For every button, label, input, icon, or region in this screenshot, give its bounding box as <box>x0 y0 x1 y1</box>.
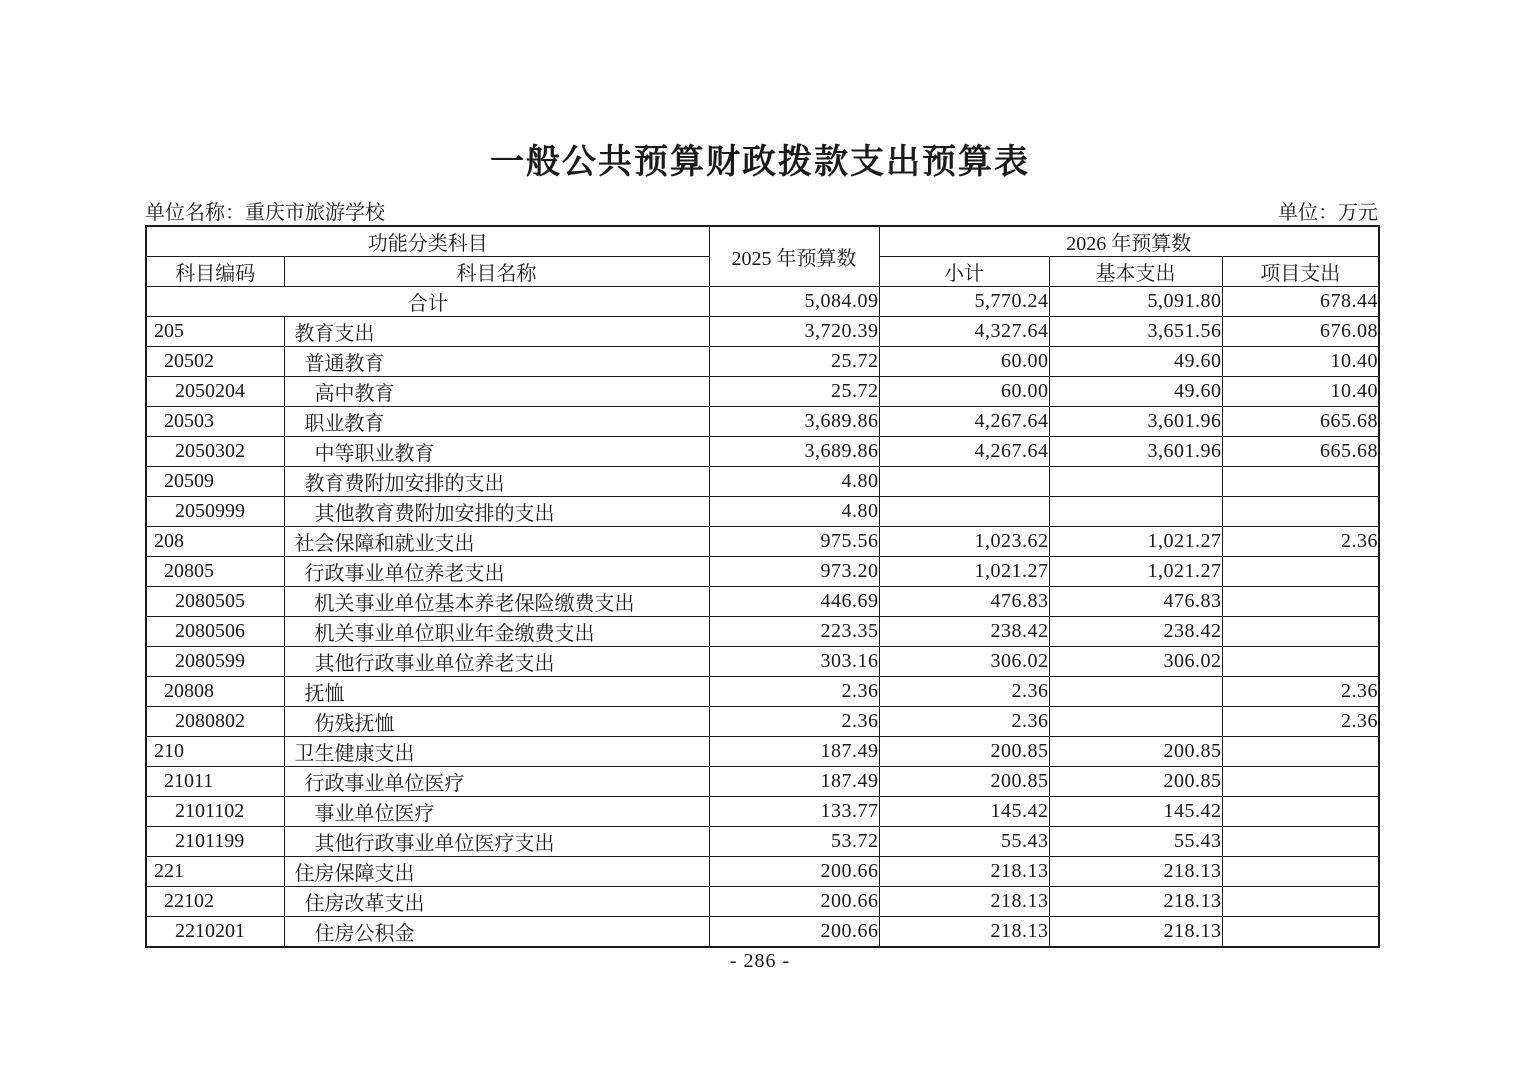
project-2026-cell <box>1222 617 1379 647</box>
project-2026-cell <box>1222 587 1379 617</box>
subtotal-2026-cell: 2.36 <box>879 707 1049 737</box>
unit-name-label: 单位名称： <box>145 202 245 224</box>
basic-2026-cell: 1,021.27 <box>1049 557 1222 587</box>
subject-code-cell: 2210201 <box>146 917 284 948</box>
subtotal-2026-cell <box>879 467 1049 497</box>
subject-code-cell: 2080802 <box>146 707 284 737</box>
project-2026-cell <box>1222 797 1379 827</box>
basic-2026-cell: 3,601.96 <box>1049 437 1222 467</box>
subtotal-2026-cell: 1,021.27 <box>879 557 1049 587</box>
header-subject-code: 科目编码 <box>146 257 284 287</box>
subject-name-cell: 普通教育 <box>284 347 709 377</box>
subject-name-cell: 住房公积金 <box>284 917 709 948</box>
basic-2026-cell: 306.02 <box>1049 647 1222 677</box>
subtotal-2026-cell: 218.13 <box>879 917 1049 948</box>
table-row <box>146 647 1379 677</box>
project-2026-cell <box>1222 887 1379 917</box>
total-subtotal: 5,770.24 <box>879 287 1049 317</box>
budget-2025-cell: 187.49 <box>709 737 879 767</box>
project-2026-cell: 2.36 <box>1222 527 1379 557</box>
subject-code-cell: 20808 <box>146 677 284 707</box>
subtotal-2026-cell: 476.83 <box>879 587 1049 617</box>
table-row <box>146 467 1379 497</box>
header-basic-expenditure: 基本支出 <box>1049 257 1222 287</box>
budget-2025-cell: 200.66 <box>709 857 879 887</box>
project-2026-cell: 10.40 <box>1222 347 1379 377</box>
budget-2025-cell: 25.72 <box>709 347 879 377</box>
subject-name-cell: 其他教育费附加安排的支出 <box>284 497 709 527</box>
project-2026-cell <box>1222 497 1379 527</box>
table-row <box>146 587 1379 617</box>
subject-code-cell: 20509 <box>146 467 284 497</box>
budget-2025-cell: 3,689.86 <box>709 437 879 467</box>
project-2026-cell: 10.40 <box>1222 377 1379 407</box>
subtotal-2026-cell: 60.00 <box>879 347 1049 377</box>
budget-2025-cell: 973.20 <box>709 557 879 587</box>
budget-2025-cell: 223.35 <box>709 617 879 647</box>
basic-2026-cell: 200.85 <box>1049 737 1222 767</box>
budget-2025-cell: 187.49 <box>709 767 879 797</box>
subject-name-cell: 卫生健康支出 <box>284 737 709 767</box>
project-2026-cell <box>1222 737 1379 767</box>
unit-name <box>145 196 385 225</box>
subtotal-2026-cell: 55.43 <box>879 827 1049 857</box>
basic-2026-cell <box>1049 467 1222 497</box>
table-row <box>146 917 1379 948</box>
table-row <box>146 767 1379 797</box>
subtotal-2026-cell: 4,327.64 <box>879 317 1049 347</box>
header-subtotal: 小计 <box>879 257 1049 287</box>
table-row <box>146 557 1379 587</box>
budget-2025-cell: 4.80 <box>709 467 879 497</box>
subject-code-cell: 2080599 <box>146 647 284 677</box>
basic-2026-cell <box>1049 707 1222 737</box>
budget-2025-cell: 4.80 <box>709 497 879 527</box>
subject-name-cell: 其他行政事业单位医疗支出 <box>284 827 709 857</box>
subject-name-cell: 机关事业单位基本养老保险缴费支出 <box>284 587 709 617</box>
table-row <box>146 347 1379 377</box>
basic-2026-cell: 218.13 <box>1049 887 1222 917</box>
basic-2026-cell: 145.42 <box>1049 797 1222 827</box>
project-2026-cell <box>1222 827 1379 857</box>
subject-code-cell: 2050999 <box>146 497 284 527</box>
subject-code-cell: 2101102 <box>146 797 284 827</box>
basic-2026-cell: 3,651.56 <box>1049 317 1222 347</box>
budget-2025-cell: 446.69 <box>709 587 879 617</box>
project-2026-cell: 2.36 <box>1222 707 1379 737</box>
table-row <box>146 677 1379 707</box>
project-2026-cell <box>1222 467 1379 497</box>
header-subject-name: 科目名称 <box>284 257 709 287</box>
header-project-expenditure: 项目支出 <box>1222 257 1379 287</box>
table-row <box>146 707 1379 737</box>
table-row <box>146 497 1379 527</box>
unit-of-measure: 单位：万元 <box>1278 202 1378 224</box>
meta-line <box>145 196 1378 225</box>
project-2026-cell <box>1222 917 1379 948</box>
budget-2025-cell: 25.72 <box>709 377 879 407</box>
header-func-class: 功能分类科目 <box>146 226 709 257</box>
basic-2026-cell: 49.60 <box>1049 377 1222 407</box>
project-2026-cell: 665.68 <box>1222 437 1379 467</box>
basic-2026-cell: 218.13 <box>1049 917 1222 948</box>
header-budget-2025: 2025 年预算数 <box>709 226 879 287</box>
budget-2025-cell: 200.66 <box>709 917 879 948</box>
subject-name-cell: 中等职业教育 <box>284 437 709 467</box>
subject-code-cell: 20502 <box>146 347 284 377</box>
project-2026-cell: 676.08 <box>1222 317 1379 347</box>
subject-name-cell: 高中教育 <box>284 377 709 407</box>
subject-name-cell: 机关事业单位职业年金缴费支出 <box>284 617 709 647</box>
table-row <box>146 827 1379 857</box>
total-2025: 5,084.09 <box>709 287 879 317</box>
table-row <box>146 737 1379 767</box>
project-2026-cell <box>1222 767 1379 797</box>
subtotal-2026-cell: 238.42 <box>879 617 1049 647</box>
subtotal-2026-cell: 306.02 <box>879 647 1049 677</box>
basic-2026-cell: 49.60 <box>1049 347 1222 377</box>
budget-2025-cell: 53.72 <box>709 827 879 857</box>
table-row <box>146 527 1379 557</box>
basic-2026-cell <box>1049 497 1222 527</box>
basic-2026-cell: 3,601.96 <box>1049 407 1222 437</box>
subtotal-2026-cell: 145.42 <box>879 797 1049 827</box>
subject-code-cell: 20805 <box>146 557 284 587</box>
subject-code-cell: 2050302 <box>146 437 284 467</box>
budget-2025-cell: 2.36 <box>709 677 879 707</box>
subject-code-cell: 2050204 <box>146 377 284 407</box>
budget-2025-cell: 133.77 <box>709 797 879 827</box>
subject-code-cell: 2080506 <box>146 617 284 647</box>
subject-name-cell: 住房保障支出 <box>284 857 709 887</box>
subject-name-cell: 社会保障和就业支出 <box>284 527 709 557</box>
header-row-1 <box>146 226 1379 257</box>
project-2026-cell <box>1222 857 1379 887</box>
subject-name-cell: 事业单位医疗 <box>284 797 709 827</box>
subject-name-cell: 抚恤 <box>284 677 709 707</box>
budget-table <box>145 225 1380 948</box>
subtotal-2026-cell: 200.85 <box>879 767 1049 797</box>
total-row <box>146 287 1379 317</box>
table-row <box>146 857 1379 887</box>
subject-code-cell: 210 <box>146 737 284 767</box>
table-row <box>146 797 1379 827</box>
table-row <box>146 407 1379 437</box>
subject-name-cell: 行政事业单位养老支出 <box>284 557 709 587</box>
budget-2025-cell: 200.66 <box>709 887 879 917</box>
subject-code-cell: 22102 <box>146 887 284 917</box>
table-row <box>146 317 1379 347</box>
subject-name-cell: 教育支出 <box>284 317 709 347</box>
table-row <box>146 437 1379 467</box>
header-budget-2026: 2026 年预算数 <box>879 226 1379 257</box>
basic-2026-cell: 1,021.27 <box>1049 527 1222 557</box>
subject-name-cell: 职业教育 <box>284 407 709 437</box>
budget-2025-cell: 3,689.86 <box>709 407 879 437</box>
subtotal-2026-cell: 4,267.64 <box>879 437 1049 467</box>
total-project: 678.44 <box>1222 287 1379 317</box>
page-number: - 286 - <box>729 950 791 972</box>
page-title: 一般公共预算财政拨款支出预算表 <box>490 144 1030 181</box>
subject-code-cell: 205 <box>146 317 284 347</box>
subject-code-cell: 2101199 <box>146 827 284 857</box>
subtotal-2026-cell: 4,267.64 <box>879 407 1049 437</box>
subject-code-cell: 20503 <box>146 407 284 437</box>
total-label: 合计 <box>146 287 709 317</box>
subject-name-cell: 教育费附加安排的支出 <box>284 467 709 497</box>
total-basic: 5,091.80 <box>1049 287 1222 317</box>
subtotal-2026-cell <box>879 497 1049 527</box>
subtotal-2026-cell: 218.13 <box>879 887 1049 917</box>
project-2026-cell: 665.68 <box>1222 407 1379 437</box>
table-row <box>146 617 1379 647</box>
basic-2026-cell <box>1049 677 1222 707</box>
basic-2026-cell: 238.42 <box>1049 617 1222 647</box>
basic-2026-cell: 476.83 <box>1049 587 1222 617</box>
budget-2025-cell: 2.36 <box>709 707 879 737</box>
subtotal-2026-cell: 1,023.62 <box>879 527 1049 557</box>
subject-name-cell: 伤残抚恤 <box>284 707 709 737</box>
subject-code-cell: 21011 <box>146 767 284 797</box>
subject-code-cell: 221 <box>146 857 284 887</box>
basic-2026-cell: 218.13 <box>1049 857 1222 887</box>
unit-name-value: 重庆市旅游学校 <box>245 202 385 224</box>
project-2026-cell <box>1222 557 1379 587</box>
basic-2026-cell: 55.43 <box>1049 827 1222 857</box>
subject-name-cell: 其他行政事业单位养老支出 <box>284 647 709 677</box>
subtotal-2026-cell: 218.13 <box>879 857 1049 887</box>
table-row <box>146 887 1379 917</box>
subtotal-2026-cell: 200.85 <box>879 737 1049 767</box>
budget-2025-cell: 3,720.39 <box>709 317 879 347</box>
subject-code-cell: 208 <box>146 527 284 557</box>
subject-name-cell: 行政事业单位医疗 <box>284 767 709 797</box>
budget-2025-cell: 975.56 <box>709 527 879 557</box>
table-row <box>146 377 1379 407</box>
project-2026-cell <box>1222 647 1379 677</box>
subtotal-2026-cell: 2.36 <box>879 677 1049 707</box>
subject-code-cell: 2080505 <box>146 587 284 617</box>
budget-2025-cell: 303.16 <box>709 647 879 677</box>
project-2026-cell: 2.36 <box>1222 677 1379 707</box>
subject-name-cell: 住房改革支出 <box>284 887 709 917</box>
basic-2026-cell: 200.85 <box>1049 767 1222 797</box>
subtotal-2026-cell: 60.00 <box>879 377 1049 407</box>
